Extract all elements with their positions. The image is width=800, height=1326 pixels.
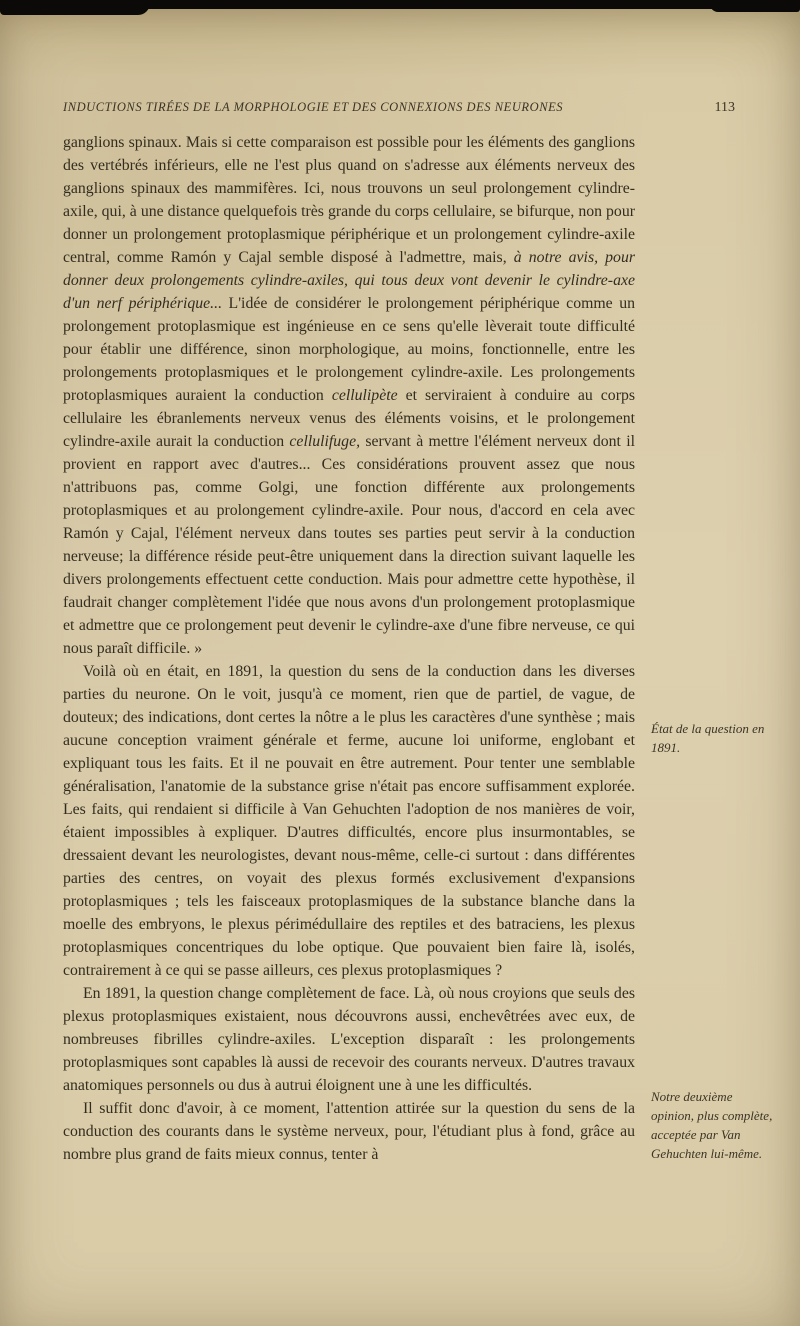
margin-note-1: État de la question en 1891.	[651, 721, 765, 755]
main-text-block	[63, 131, 635, 1166]
margin-note-2: Notre deuxième opinion, plus complète, acceptée par Van Gehuchten lui-même.	[651, 1089, 773, 1161]
paragraph-2: Voilà où en était, en 1891, la question du sens de la conduction dans les diverses parties du neurone. On le voit, jusqu'à ce moment, rien que de partiel, de vague, de douteux; des indications, dont certes la nôtre a le plus les caractères d'une synthèse ; mais aucune conception vraiment générale et ferme, aucune loi uniforme, englobant et expliquant tous les faits. Et il ne pouvait en être autrement. Pour tenter une semblable généralisation, l'anatomie de la substance grise n'était pas encore suffisamment explorée. Les faits, qui rendaient si difficile à Van Gehuchten l'adoption de nos manières de voir, étaient impossibles à expliquer. D'autres difficultés, encore plus insurmontables, se dressaient devant les neurologistes, devant nous-même, celle-ci surtout : dans différentes parties des centres, on voyait des plexus formés exclusivement d'expansions protoplasmiques ; tels les faisceaux protoplasmiques de la substance blanche dans la moelle des embryons, le plexus périmédullaire des reptiles et des batraciens, les plexus protoplasmiques concentriques du lobe optique. Que pouvaient bien faire là, isolés, contrairement à ce qui se passe ailleurs, ces plexus protoplasmiques ?	[63, 663, 635, 979]
paragraph-4: Il suffit donc d'avoir, à ce moment, l'attention attirée sur la question du sens de la conduction des courants dans le système nerveux, pour, l'étudiant plus à fond, grâce au nombre plus grand de faits mieux connus, tenter à	[63, 1100, 635, 1163]
scan-dark-edge	[0, 0, 800, 9]
page-header	[63, 100, 735, 116]
running-title: INDUCTIONS TIRÉES DE LA MORPHOLOGIE ET DES CONNEXIONS DES NEURONES	[63, 100, 564, 114]
page-number: 113	[714, 100, 735, 115]
paragraph-3: En 1891, la question change complètement de face. Là, où nous croyions que seuls des plexus protoplasmiques existaient, nous découvrons aussi, enchevêtrées avec eux, de nombreuses fibrilles cylindre-axiles. L'exception disparaît : les prolongements protoplasmiques sont capables là aussi de recevoir des courants nerveux. D'autres travaux anatomiques personnels ou dus à autrui éloignent une à une les difficultés.	[63, 985, 635, 1094]
paragraph-1: ganglions spinaux. Mais si cette comparaison est possible pour les éléments des ganglions des vertébrés inférieurs, elle ne l'est plus quand on s'adresse aux éléments nerveux des ganglions spinaux des mammifères. Ici, nous trouvons un seul prolongement cylindre-axile, qui, à une distance quelquefois très grande du corps cellulaire, se bifurque, non pour donner un prolongement protoplasmique périphérique et un prolongement cylindre-axile central, comme Ramón y Cajal semble disposé à l'admettre, mais, à notre avis, pour donner deux prolongements cylindre-axiles, qui tous deux vont devenir le cylindre-axe d'un nerf périphérique... L'idée de considérer le prolongement périphérique comme un prolongement protoplasmique est ingénieuse en ce sens qu'elle lèverait toute difficulté pour établir une différence, sinon morphologique, au moins, fonctionnelle, entre les prolongements protoplasmiques et le prolongement cylindre-axile. Les prolongements protoplasmiques auraient la conduction cellulipète et serviraient à conduire au corps cellulaire les ébranlements nerveux venus des éléments voisins, et le prolongement cylindre-axile aurait la conduction cellulifuge, servant à mettre l'élément nerveux dont il provient en rapport avec d'autres... Ces considérations prouvent assez que nous n'attribuons pas, comme Golgi, une fonction différente aux prolongements protoplasmiques et au prolongement cylindre-axile. Pour nous, d'accord en cela avec Ramón y Cajal, l'élément nerveux dans toutes ses parties peut servir à la conduction nerveuse; la différence réside peut-être uniquement dans la direction suivant laquelle les divers prolongements effectuent cette conduction. Mais pour admettre cette hypothèse, il faudrait changer complètement l'idée que nous avons d'un prolongement protoplasmique et admettre que ce prolongement peut devenir le cylindre-axe d'une fibre nerveuse, ce qui nous paraît difficile. »	[63, 134, 635, 657]
